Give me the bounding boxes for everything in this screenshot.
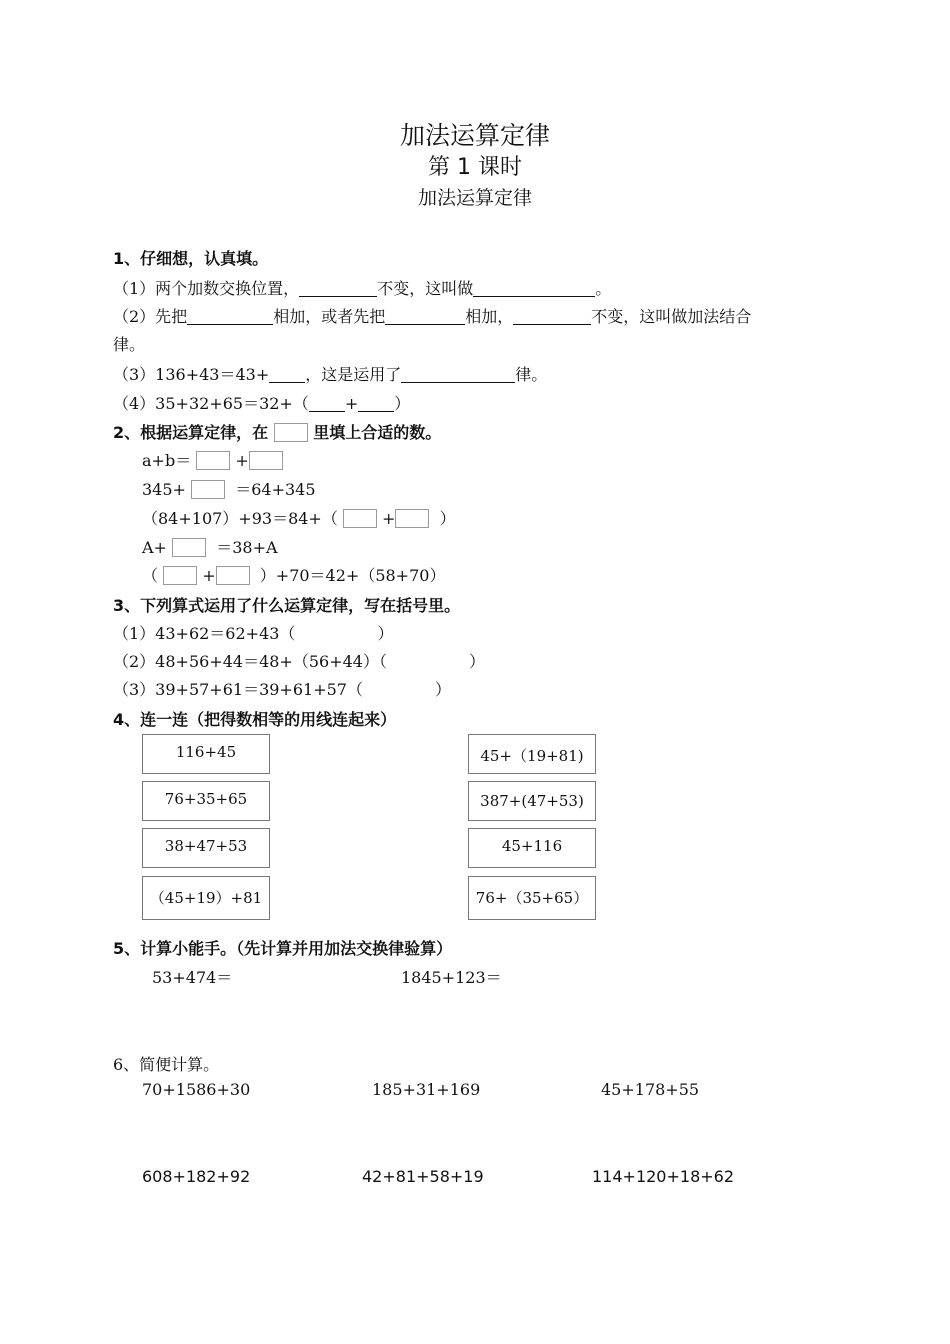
- answer-blank[interactable]: [358, 395, 394, 412]
- answer-blank[interactable]: [295, 626, 377, 642]
- box-icon: [274, 423, 308, 442]
- match-right-4[interactable]: 76+（35+65）: [468, 876, 596, 920]
- answer-blank[interactable]: [187, 308, 273, 325]
- q3-item-2: （2）48+56+44＝48+（56+44）（ ）: [113, 652, 485, 671]
- q1-line-2: （2）先把 相加，或者先把 相加， 不变，这叫做加法结合: [113, 307, 752, 326]
- answer-blank[interactable]: [269, 366, 305, 383]
- q6-expr-5: 42+81+58+19: [362, 1167, 484, 1186]
- q2-row-4: A+ ＝38+A: [142, 538, 278, 557]
- answer-box[interactable]: [163, 566, 197, 585]
- match-right-2[interactable]: 387+(47+53): [468, 781, 596, 821]
- q1-line-4: （4）35+32+65＝32+（ + ）: [113, 394, 411, 413]
- q1-heading: 1、仔细想，认真填。: [113, 249, 269, 268]
- answer-box[interactable]: [216, 566, 250, 585]
- answer-blank[interactable]: [309, 395, 345, 412]
- q2-row-1: a+b＝ +: [142, 448, 283, 471]
- q2-row-2: 345+ ＝64+345: [142, 480, 316, 499]
- answer-blank[interactable]: [513, 308, 591, 325]
- match-left-3[interactable]: 38+47+53: [142, 828, 270, 868]
- answer-box[interactable]: [172, 538, 206, 557]
- answer-blank[interactable]: [299, 280, 377, 297]
- q6-heading: 6、简便计算。: [113, 1055, 220, 1074]
- answer-box[interactable]: [196, 451, 230, 470]
- answer-box[interactable]: [343, 509, 377, 528]
- match-left-4[interactable]: （45+19）+81: [142, 876, 270, 920]
- answer-blank[interactable]: [401, 366, 515, 383]
- answer-blank[interactable]: [385, 308, 465, 325]
- answer-box[interactable]: [191, 480, 225, 499]
- q3-item-3: （3）39+57+61＝39+61+57（ ）: [113, 680, 451, 699]
- match-right-1[interactable]: 45+（19+81): [468, 734, 596, 774]
- q2-row-3: （84+107）+93＝84+（ + ）: [142, 509, 456, 528]
- q1-line-2b: 律。: [113, 335, 146, 354]
- q2-heading: 2、根据运算定律，在 里填上合适的数。: [113, 423, 442, 442]
- lesson-label: 第 1 课时: [428, 155, 522, 180]
- answer-box[interactable]: [249, 451, 283, 470]
- q1-line-1: （1）两个加数交换位置， 不变，这叫做 。: [113, 279, 612, 298]
- page-subtitle: 加法运算定律: [417, 187, 532, 209]
- q6-expr-4: 608+182+92: [142, 1167, 251, 1186]
- q5-item-1: 53+474＝: [152, 968, 233, 987]
- q6-expr-3: 45+178+55: [601, 1080, 700, 1099]
- q1-line-3: （3）136+43＝43+ ，这是运用了 律。: [113, 365, 548, 384]
- page-title: 加法运算定律: [399, 121, 550, 150]
- answer-box[interactable]: [395, 509, 429, 528]
- answer-blank[interactable]: [387, 654, 469, 670]
- q4-heading: 4、连一连（把得数相等的用线连起来）: [113, 710, 397, 729]
- q3-item-1: （1）43+62＝62+43（ ）: [113, 624, 394, 643]
- q6-expr-6: 114+120+18+62: [592, 1167, 735, 1186]
- q2-row-5: （ + ）+70＝42+（58+70）: [142, 566, 446, 585]
- match-right-3[interactable]: 45+116: [468, 828, 596, 868]
- q3-heading: 3、下列算式运用了什么运算定律，写在括号里。: [113, 596, 461, 615]
- answer-blank[interactable]: [473, 280, 595, 297]
- match-left-2[interactable]: 76+35+65: [142, 781, 270, 821]
- q6-expr-2: 185+31+169: [372, 1080, 481, 1099]
- answer-blank[interactable]: [363, 682, 435, 698]
- q5-heading: 5、计算小能手。（先计算并用加法交换律验算）: [113, 939, 453, 958]
- match-left-1[interactable]: 116+45: [142, 734, 270, 774]
- q5-item-2: 1845+123＝: [401, 968, 502, 987]
- q6-expr-1: 70+1586+30: [142, 1080, 251, 1099]
